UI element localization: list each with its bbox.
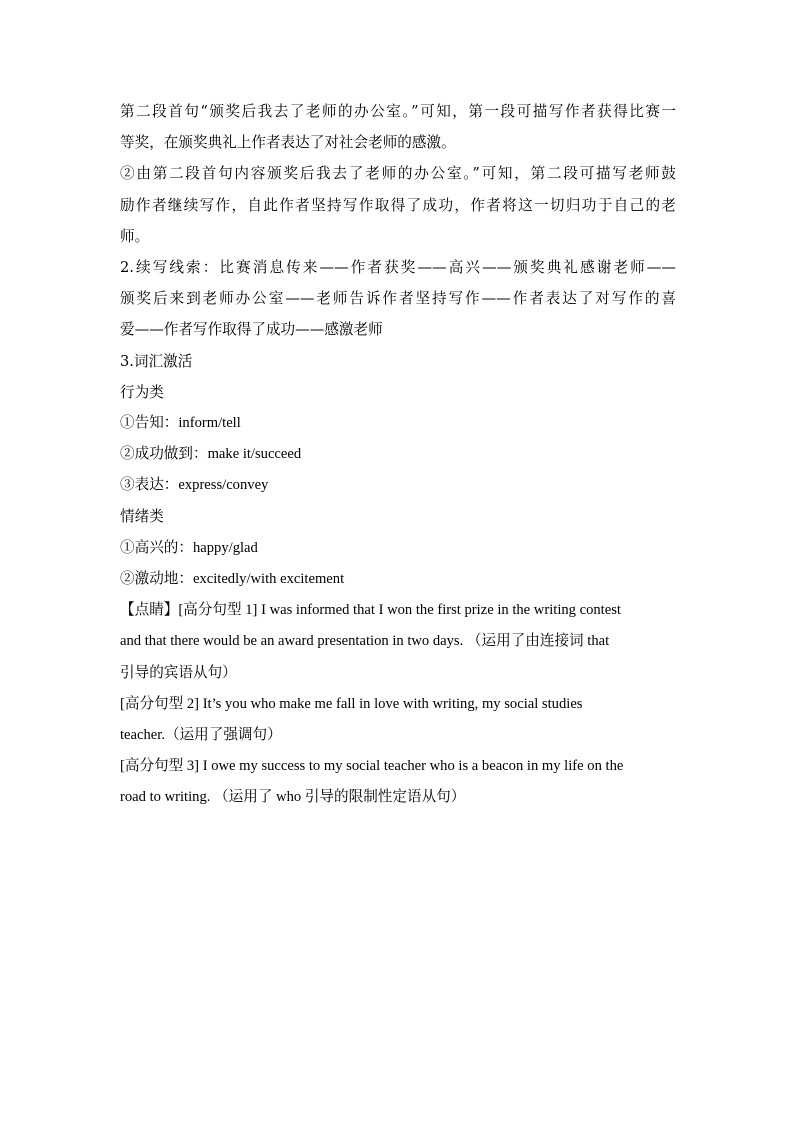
sentence-2-line-1: [高分句型 2] It’s you who make me fall in love with writing, my social studies [120,695,583,712]
sentence-2-line-2: teacher.（运用了强调句） [120,726,282,743]
sentence-3-line-1: [高分句型 3] I owe my success to my social teacher who is a beacon in my life on the [120,757,624,774]
sentence-1-line-1: 【点睛】[高分句型 1] I was informed that I won the first prize in the writing contest [120,602,621,618]
vocab-heading: 3.词汇激活 [120,352,193,370]
paragraph-line-3: ②由第二段首句内容颁奖后我去了老师的办公室。”可知，第二段可描写老师鼓 [120,165,676,183]
vocab-category-action: 行为类 [120,383,164,401]
vocab-item-inform: ①告知：inform/tell [120,414,241,431]
clue-line-3: 爱——作者写作取得了成功——感激老师 [120,321,383,339]
paragraph-line-4: 励作者继续写作，自此作者坚持写作取得了成功，作者将这一切归功于自己的老 [120,196,676,214]
clue-line-2: 颁奖后来到老师办公室——老师告诉作者坚持写作——作者表达了对写作的喜 [120,290,676,308]
vocab-item-happy: ①高兴的：happy/glad [120,539,258,556]
sentence-1-line-3: 引导的宾语从句） [120,664,237,682]
sentence-3-line-2: road to writing. （运用了 who 引导的限制性定语从句） [120,789,466,806]
clue-line-1: 2.续写线索：比赛消息传来——作者获奖——高兴——颁奖典礼感谢老师—— [120,258,676,276]
vocab-item-excitedly: ②激动地：excitedly/with excitement [120,570,345,587]
vocab-item-express: ③表达：express/convey [120,477,269,494]
paragraph-line-1: 第二段首句“颁奖后我去了老师的办公室。”可知，第一段可描写作者获得比赛一 [120,103,676,120]
paragraph-line-2: 等奖，在颁奖典礼上作者表达了对社会老师的感激。 [120,134,456,152]
document-body [120,96,676,813]
paragraph-line-5: 师。 [120,227,150,245]
sentence-1-line-2: and that there would be an award presentation in two days. （运用了由连接词 that [120,633,610,650]
vocab-category-emotion: 情绪类 [120,508,164,526]
vocab-item-succeed: ②成功做到：make it/succeed [120,446,302,463]
